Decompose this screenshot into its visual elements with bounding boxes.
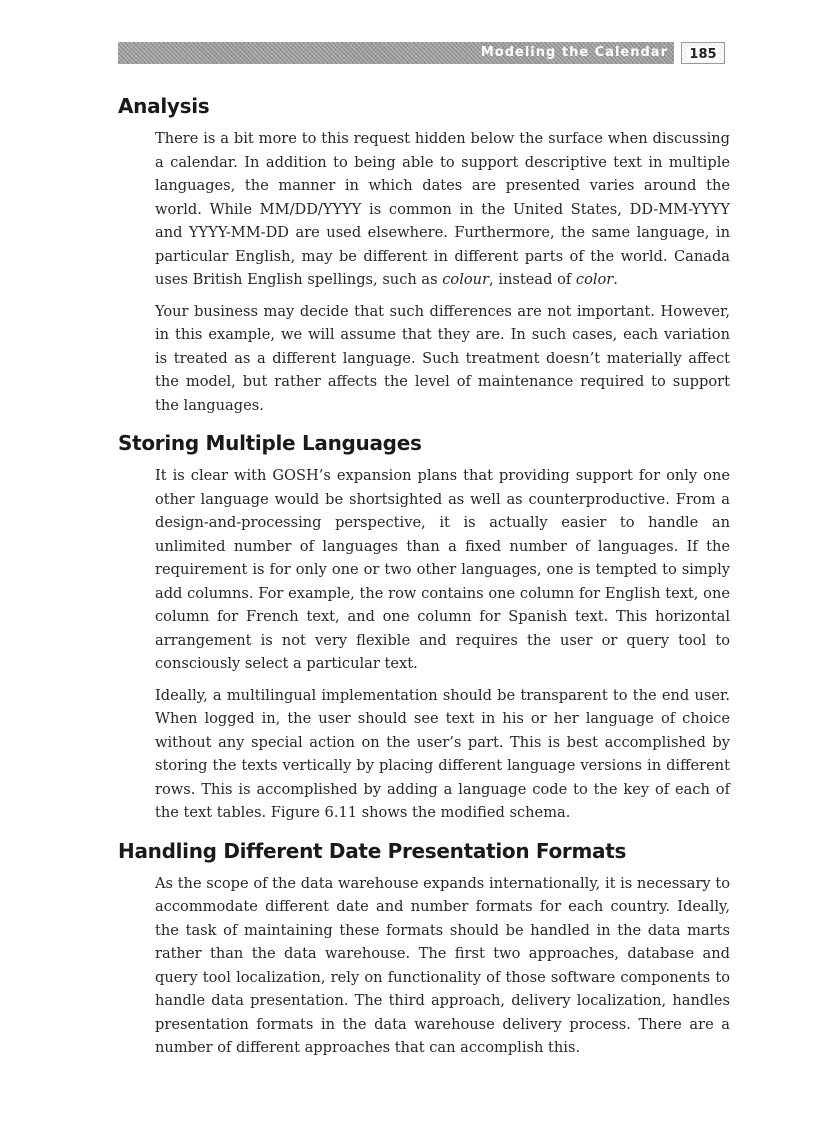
section-analysis: [118, 92, 730, 417]
paragraph-text: .: [613, 271, 618, 288]
page-body: [118, 92, 730, 1068]
section-heading: Storing Multiple Languages: [118, 431, 422, 455]
paragraph: Ideally, a multilingual implementation should be transparent to the end user. When logged in, the user should see text in his or her language of choice without any special action on the user’s part. This is best accomplished by storing the texts vertically by placing different language versions in different rows. This is accomplished by adding a language code to the key of each of the text tables. Figure 6.11 shows the modified schema.: [155, 686, 730, 821]
section-date-presentation-formats: [118, 837, 730, 1060]
page-number-box: [681, 42, 725, 64]
section-heading: Handling Different Date Presentation Formats: [118, 838, 627, 863]
section-storing-multiple-languages: [118, 429, 730, 825]
paragraph: It is clear with GOSH’s expansion plans that providing support for only one other language would be shortsighted as well as counterproductive. From a design-and-processing perspective, it is actually easier to handle an unlimited number of languages than a fixed number of languages. If the requirement is for only one or two other languages, one is tempted to simply add columns. For example, the row contains one column for English text, one column for French text, and one column for Spanish text. This horizontal arrangement is not very flexible and requires the user or query tool to consciously select a particular text.: [155, 467, 730, 672]
paragraph: Your business may decide that such differences are not important. However, in this example, we will assume that they are. In such cases, each variation is treated as a different language. Such treatment doesn’t materially affect the model, but rather affects the level of maintenance required to support the languages.: [155, 302, 730, 414]
section-heading: Analysis: [118, 94, 210, 118]
running-header: [118, 42, 728, 64]
running-title: Modeling the Calendar: [480, 45, 668, 60]
header-band: [118, 42, 674, 64]
italic-term: color: [575, 271, 614, 288]
paragraph-text: , instead of: [489, 271, 576, 288]
italic-term: colour: [442, 271, 490, 288]
page-number: 185: [689, 47, 717, 62]
paragraph: [118, 127, 730, 292]
paragraph: As the scope of the data warehouse expands internationally, it is necessary to accommodate different date and number formats for each country. Ideally, the task of maintaining these formats should be handled in the data marts rather than the data warehouse. The first two approaches, database and query tool localization, rely on functionality of those software components to handle data presentation. The third approach, delivery localization, handles presentation formats in the data warehouse delivery process. There are a number of different approaches that can accomplish this.: [155, 874, 730, 1056]
paragraph-text: There is a bit more to this request hidden below the surface when discussing a calendar. In addition to being able to support descriptive text in multiple languages, the manner in which dates are presented varies around the world. While MM/DD/YYYY is common in the United States, DD-MM-YYYY and YYYY-MM-DD are used elsewhere. Furthermore, the same language, in particular English, may be different in different parts of the world. Canada uses British English spellings, such as: [155, 130, 730, 288]
